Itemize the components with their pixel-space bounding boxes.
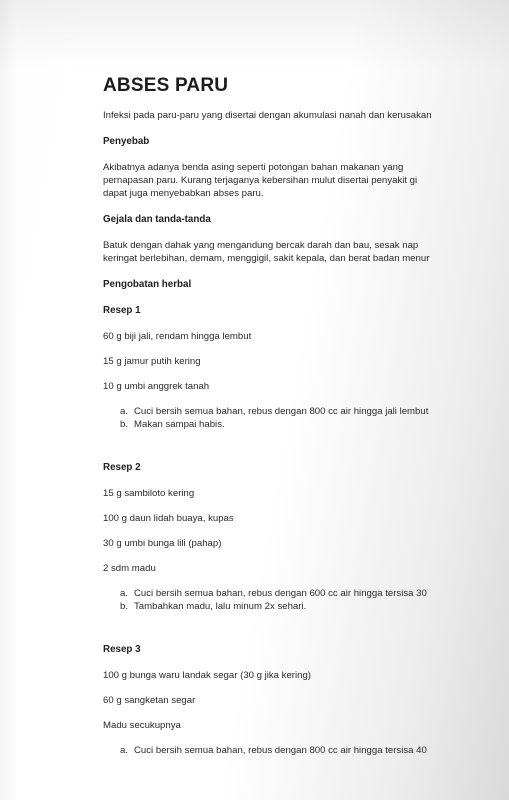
section-paragraph xyxy=(103,161,485,200)
step-item xyxy=(103,744,485,757)
ingredient-item: 60 g sangketan segar xyxy=(103,695,196,706)
recipe-title: Resep 2 xyxy=(103,462,141,473)
paragraph-line: dapat juga menyebabkan abses paru. xyxy=(103,188,264,199)
step-marker: a. xyxy=(120,406,129,417)
recipe-title: Resep 3 xyxy=(103,644,141,655)
paragraph-line: Batuk dengan dahak yang mengandung bercak darah dan bau, sesak nap xyxy=(103,240,419,251)
paragraph-line: keringat berlebihan, demam, menggigil, sakit kepala, dan berat badan menur xyxy=(103,253,430,264)
document-title: ABSES PARU xyxy=(103,75,229,96)
ingredient-item: 15 g sambiloto kering xyxy=(103,488,195,499)
ingredient-item: 2 sdm madu xyxy=(103,563,156,574)
recipe-2 xyxy=(103,461,485,613)
section-penyebab xyxy=(103,135,485,200)
section-heading: Penyebab xyxy=(103,136,150,147)
section-gejala xyxy=(103,213,485,265)
step-marker: b. xyxy=(120,601,129,612)
intro-paragraph: Infeksi pada paru-paru yang disertai dengan akumulasi nanah dan kerusakan xyxy=(103,110,432,121)
recipe-steps xyxy=(103,405,485,431)
ingredient-item: 10 g umbi anggrek tanah xyxy=(103,381,210,392)
recipe-steps xyxy=(103,587,485,613)
step-item xyxy=(103,405,485,418)
step-item xyxy=(103,600,485,613)
step-text: Cuci bersih semua bahan, rebus dengan 800 cc air hingga tersisa 40 xyxy=(134,745,427,756)
page-content xyxy=(103,75,485,795)
step-text: Cuci bersih semua bahan, rebus dengan 600 cc air hingga tersisa 30 xyxy=(134,588,427,599)
step-item xyxy=(103,587,485,600)
section-paragraph xyxy=(103,239,485,265)
step-text: Tambahkan madu, lalu minum 2x sehari. xyxy=(134,601,307,612)
step-marker: a. xyxy=(120,588,129,599)
recipe-1 xyxy=(103,304,485,431)
recipe-title: Resep 1 xyxy=(103,305,141,316)
herbal-heading: Pengobatan herbal xyxy=(103,279,192,290)
ingredient-item: 100 g daun lidah buaya, kupas xyxy=(103,513,234,524)
ingredient-item: 100 g bunga waru landak segar (30 g jika kering) xyxy=(103,670,311,681)
recipe-spacer xyxy=(103,431,485,461)
ingredient-item: 60 g biji jali, rendam hingga lembut xyxy=(103,331,252,342)
page-left-edge xyxy=(0,0,18,800)
recipe-steps xyxy=(103,744,485,757)
page-top-shadow xyxy=(0,0,509,70)
ingredient-item: 15 g jamur putih kering xyxy=(103,356,201,367)
recipe-spacer xyxy=(103,613,485,643)
ingredient-item: 30 g umbi bunga lili (pahap) xyxy=(103,538,222,549)
section-heading: Gejala dan tanda-tanda xyxy=(103,214,211,225)
step-text: Makan sampai habis. xyxy=(134,419,225,430)
step-item xyxy=(103,418,485,431)
step-marker: a. xyxy=(120,745,129,756)
paragraph-line: Akibatnya adanya benda asing seperti potongan bahan makanan yang xyxy=(103,162,404,173)
paragraph-line: pernapasan paru. Kurang terjaganya kebersihan mulut disertai penyakit gi xyxy=(103,175,418,186)
step-marker: b. xyxy=(120,419,129,430)
step-text: Cuci bersih semua bahan, rebus dengan 800 cc air hingga jali lembut xyxy=(134,406,429,417)
recipe-3 xyxy=(103,643,485,757)
ingredient-item: Madu secukupnya xyxy=(103,720,181,731)
